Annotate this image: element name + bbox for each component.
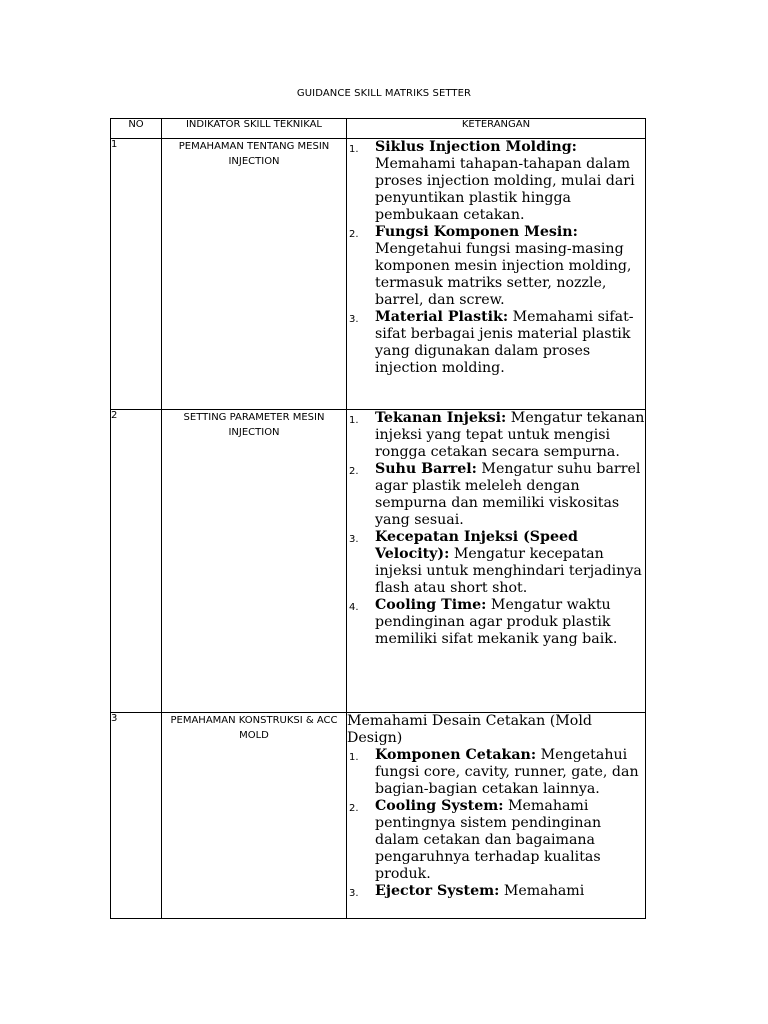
- row-indicator: PEMAHAMAN TENTANG MESIN INJECTION: [162, 139, 347, 410]
- item-number: 1.: [349, 144, 359, 155]
- item-number: 2.: [349, 466, 359, 477]
- row-number: 3: [111, 713, 162, 919]
- item-text: Mengatur suhu barrel agar plastik meleleh dengan sempurna dan memiliki viskositas yang sesuai.: [375, 461, 641, 528]
- item-text: Mengatur waktu pendinginan agar produk plastik memiliki sifat mekanik yang baik.: [375, 597, 618, 647]
- item-text: Memahami sifat-sifat berbagai jenis material plastik yang digunakan dalam proses injection molding.: [375, 309, 634, 376]
- list-item: [347, 410, 645, 461]
- list-item: [347, 224, 645, 309]
- item-number: 3.: [349, 314, 359, 325]
- item-term: Tekanan Injeksi:: [375, 410, 507, 426]
- item-number: 3.: [349, 888, 359, 899]
- item-term: Ejector System:: [375, 883, 500, 899]
- item-number: 3.: [349, 534, 359, 545]
- list-item: [347, 597, 645, 648]
- item-number: 1.: [349, 415, 359, 426]
- item-text: Mengatur kecepatan injeksi untuk menghindari terjadinya flash atau short shot.: [375, 546, 642, 596]
- list-item: [347, 747, 645, 798]
- row-notes: [347, 713, 646, 919]
- item-number: 1.: [349, 752, 359, 763]
- notes-intro: Memahami Desain Cetakan (Mold Design): [347, 713, 592, 746]
- item-text: Memahami tahapan-tahapan dalam proses injection molding, mulai dari penyuntikan plastik hingga pembukaan cetakan.: [375, 156, 635, 223]
- item-term: Cooling System:: [375, 798, 504, 814]
- table-row: [111, 139, 646, 410]
- notes-list: [347, 139, 645, 377]
- item-number: 2.: [349, 803, 359, 814]
- list-item: [347, 883, 645, 900]
- table-header-row: [111, 119, 646, 139]
- row-notes: [347, 139, 646, 410]
- list-item: [347, 529, 645, 597]
- item-term: Cooling Time:: [375, 597, 487, 613]
- row-indicator: PEMAHAMAN KONSTRUKSI & ACC MOLD: [162, 713, 347, 919]
- list-item: [347, 309, 645, 377]
- table-row: [111, 410, 646, 713]
- item-term: Material Plastik:: [375, 309, 509, 325]
- item-term: Suhu Barrel:: [375, 461, 477, 477]
- item-text: Mengetahui fungsi masing-masing komponen mesin injection molding, termasuk matriks setter, nozzle, barrel, dan screw.: [375, 241, 632, 308]
- item-text: Memahami: [499, 883, 585, 899]
- item-term: Fungsi Komponen Mesin:: [375, 224, 578, 240]
- document-title: GUIDANCE SKILL MATRIKS SETTER: [296, 88, 472, 99]
- item-term: Kecepatan Injeksi (Speed Velocity):: [375, 529, 578, 562]
- item-text: Mengetahui fungsi core, cavity, runner, gate, dan bagian-bagian cetakan lainnya.: [375, 747, 639, 797]
- table-row: [111, 713, 646, 919]
- notes-list: [347, 410, 645, 648]
- row-indicator: SETTING PARAMETER MESIN INJECTION: [162, 410, 347, 713]
- item-term: Siklus Injection Molding:: [375, 139, 577, 155]
- notes-list: [347, 747, 645, 900]
- item-text: Mengatur tekanan injeksi yang tepat untuk mengisi rongga cetakan secara sempurna.: [375, 410, 645, 460]
- item-text: Memahami pentingnya sistem pendinginan dalam cetakan dan bagaimana pengaruhnya terhadap kualitas produk.: [375, 798, 602, 882]
- list-item: [347, 461, 645, 529]
- row-notes: [347, 410, 646, 713]
- item-number: 2.: [349, 229, 359, 240]
- item-term: Komponen Cetakan:: [375, 747, 537, 763]
- header-notes: KETERANGAN: [347, 119, 646, 139]
- header-no: NO: [111, 119, 162, 139]
- item-number: 4.: [349, 602, 359, 613]
- row-number: 1: [111, 139, 162, 410]
- skill-matrix-table: [110, 118, 646, 919]
- list-item: [347, 798, 645, 883]
- list-item: [347, 139, 645, 224]
- header-indicator: INDIKATOR SKILL TEKNIKAL: [162, 119, 347, 139]
- row-number: 2: [111, 410, 162, 713]
